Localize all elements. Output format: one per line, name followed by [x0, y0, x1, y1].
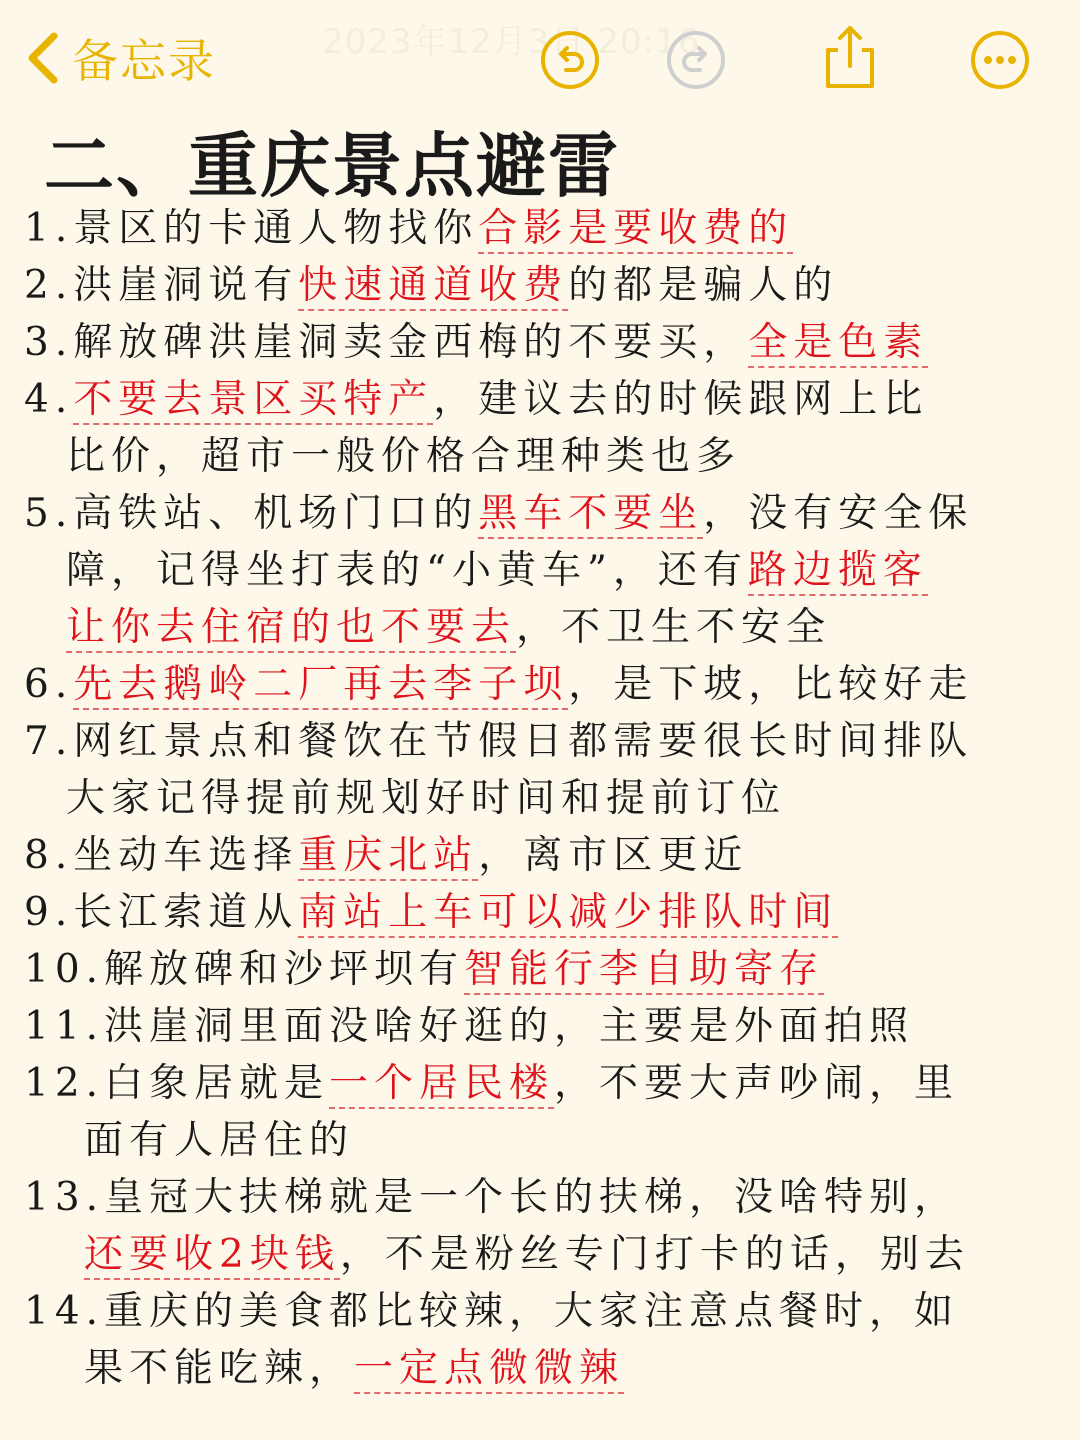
note-line [24, 371, 1064, 428]
toolbar [0, 0, 1080, 110]
highlight-text: 全是色素 [748, 320, 928, 368]
line-text-tail: ，建议去的时候跟网上比 [433, 377, 929, 422]
line-text-tail: ，不是粉丝专门打卡的话，别去 [339, 1232, 970, 1277]
share-button[interactable] [818, 24, 882, 90]
note-line [24, 1283, 1064, 1340]
line-text-tail: ，没有安全保 [703, 491, 974, 536]
line-text: 4. [24, 377, 74, 422]
note-line [24, 770, 1064, 827]
note-line [24, 713, 1064, 770]
line-text: 11.洪崖洞里面没啥好逛的，主要是外面拍照 [24, 1004, 915, 1049]
highlight-text: 还要收2块钱 [84, 1232, 340, 1280]
more-icon [970, 30, 1030, 90]
line-text: 3.解放碑洪崖洞卖金西梅的不要买， [24, 320, 749, 365]
note-line [24, 884, 1064, 941]
note-line [24, 1055, 1064, 1112]
note-line [24, 200, 1064, 257]
highlight-text: 合影是要收费的 [478, 206, 793, 254]
highlight-text: 南站上车可以减少排队时间 [298, 890, 838, 938]
note-title: 二、重庆景点避雷 [44, 125, 620, 207]
more-button[interactable] [970, 30, 1030, 90]
note-line [24, 542, 1064, 599]
line-text: 13.皇冠大扶梯就是一个长的扶梯，没啥特别， [24, 1175, 960, 1220]
note-line [24, 998, 1064, 1055]
highlight-text: 快速通道收费 [298, 263, 568, 311]
line-text: 7.网红景点和餐饮在节假日都需要很长时间排队 [24, 719, 974, 764]
highlight-text: 一定点微微辣 [354, 1346, 624, 1394]
line-text: 比价，超市一般价格合理种类也多 [66, 434, 742, 479]
highlight-text: 一个居民楼 [329, 1061, 554, 1109]
line-text-tail: ，不要大声吵闹，里 [554, 1061, 960, 1106]
note-line [24, 428, 1064, 485]
undo-button[interactable] [540, 30, 600, 90]
line-text: 障，记得坐打表的“小黄车”，还有 [66, 548, 748, 593]
line-text-tail: 的都是骗人的 [568, 263, 839, 308]
note-line [24, 1340, 1064, 1397]
note-line [24, 941, 1064, 998]
chevron-left-icon [22, 30, 62, 86]
highlight-text: 重庆北站 [298, 833, 478, 881]
line-text-tail: ，不卫生不安全 [516, 605, 832, 650]
back-button[interactable] [22, 28, 216, 88]
share-icon [818, 24, 882, 90]
note-line [24, 599, 1064, 656]
note-line [24, 257, 1064, 314]
note-line [24, 1112, 1064, 1169]
line-text: 14.重庆的美食都比较辣，大家注意点餐时，如 [24, 1289, 960, 1334]
line-text: 面有人居住的 [84, 1118, 355, 1163]
redo-button[interactable] [666, 30, 726, 90]
highlight-text: 让你去住宿的也不要去 [66, 605, 516, 653]
note-line [24, 1169, 1064, 1226]
highlight-text: 不要去景区买特产 [73, 377, 433, 425]
line-text: 5.高铁站、机场门口的 [24, 491, 479, 536]
note-line [24, 485, 1064, 542]
line-text-tail: ，是下坡，比较好走 [568, 662, 974, 707]
note-date: 2023年12月3日 20:16 [322, 22, 701, 62]
back-label: 备忘录 [72, 34, 216, 88]
line-text: 2.洪崖洞说有 [24, 263, 299, 308]
note-line [24, 314, 1064, 371]
undo-icon [540, 30, 600, 90]
note-line [24, 1226, 1064, 1283]
note-body[interactable] [24, 200, 1064, 1397]
note-line [24, 656, 1064, 713]
note-line [24, 827, 1064, 884]
line-text: 1.景区的卡通人物找你 [24, 206, 479, 251]
line-text: 9.长江索道从 [24, 890, 299, 935]
line-text: 6. [24, 662, 74, 707]
line-text: 果不能吃辣， [84, 1346, 355, 1391]
line-text: 大家记得提前规划好时间和提前订位 [66, 776, 787, 821]
line-text: 10.解放碑和沙坪坝有 [24, 947, 465, 992]
highlight-text: 黑车不要坐 [478, 491, 703, 539]
highlight-text: 路边揽客 [748, 548, 928, 596]
line-text-tail: ，离市区更近 [478, 833, 749, 878]
highlight-text: 先去鹅岭二厂再去李子坝 [73, 662, 568, 710]
line-text: 12.白象居就是 [24, 1061, 330, 1106]
highlight-text: 智能行李自助寄存 [464, 947, 824, 995]
redo-icon [666, 30, 726, 90]
line-text: 8.坐动车选择 [24, 833, 299, 878]
